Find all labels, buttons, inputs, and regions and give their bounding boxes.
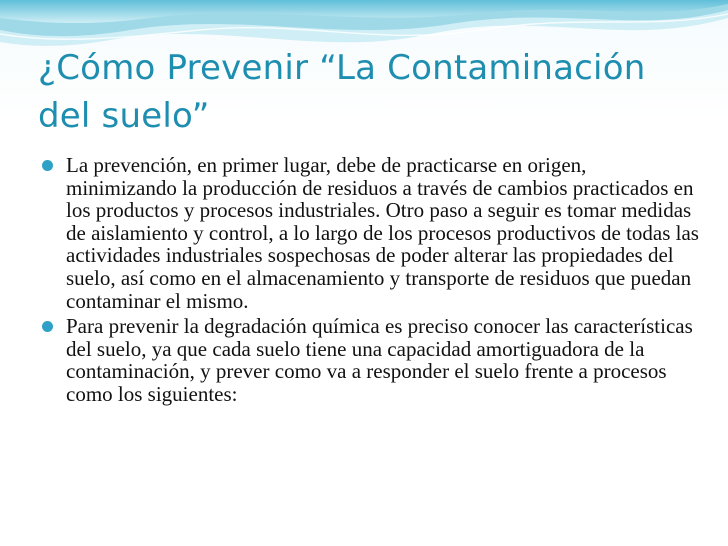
bullet-list — [42, 154, 702, 409]
bullet-item — [42, 154, 702, 312]
bullet-text: La prevención, en primer lugar, debe de practicarse en origen, minimizando la producción de residuos a través de cambios practicados en los productos y procesos industriales. Otro paso a seguir es tomar medidas de aislamiento y control, a lo largo de los procesos productivos de todas las actividades industriales sospechosas de poder alterar las propiedades del suelo, así como en el almacenamiento y transporte de residuos que puedan contaminar el mismo. — [66, 153, 699, 313]
bullet-marker-icon — [42, 321, 53, 332]
slide-title: ¿Cómo Prevenir “La Contaminación del suelo” — [38, 48, 646, 136]
bullet-marker-icon — [42, 160, 53, 171]
bullet-text: Para prevenir la degradación química es preciso conocer las características del suelo, ya que cada suelo tiene una capacidad amortiguadora de la contaminación, y prever como va a responder el suelo frente a procesos como los siguientes: — [66, 314, 693, 406]
bullet-item — [42, 315, 702, 405]
